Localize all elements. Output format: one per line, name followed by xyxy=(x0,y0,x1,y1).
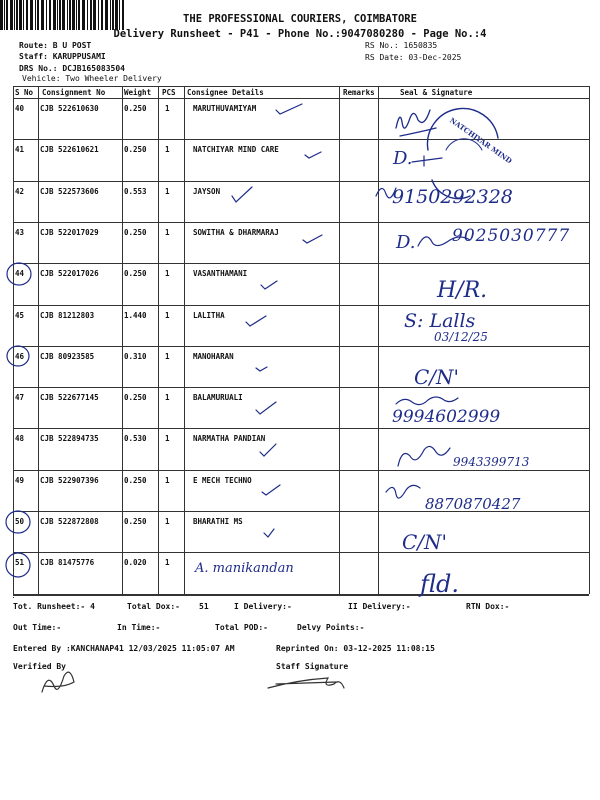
cell-sno: 43 xyxy=(15,227,25,237)
cell-consignment: CJB 522610630 xyxy=(40,104,99,113)
circle-mark-icon xyxy=(6,511,30,533)
tick-icon xyxy=(305,152,321,158)
cell-pcs: 1 xyxy=(165,558,170,568)
col-header-weight: Weight xyxy=(124,88,152,97)
handwritten-phone: 8870870427 xyxy=(425,495,521,513)
cell-weight: 1.440 xyxy=(124,310,147,320)
cell-consignee: BHARATHI MS xyxy=(193,517,243,526)
cell-weight: 0.250 xyxy=(124,475,147,485)
cell-consignee: MANOHARAN xyxy=(193,351,234,361)
cell-sno: 49 xyxy=(15,475,25,485)
handwritten-signature: D. xyxy=(393,148,413,169)
col-header-remarks: Remarks xyxy=(343,88,375,97)
handwritten-note: C/N' xyxy=(402,530,448,554)
handwritten-signature: S: Lalls xyxy=(404,310,476,332)
delvy-points-label: Delvy Points:- xyxy=(297,623,365,632)
cell-pcs: 1 xyxy=(165,227,170,237)
cell-weight: 0.250 xyxy=(124,393,147,403)
cell-consignee: NARMATHA PANDIAN xyxy=(193,434,266,444)
total-dox-value: 51 xyxy=(199,602,209,611)
tick-icon xyxy=(264,529,274,537)
i-delivery-label: I Delivery:- xyxy=(234,602,292,611)
col-header-pcs: PCS xyxy=(162,88,176,97)
staff-signature-label: Staff Signature xyxy=(276,662,349,671)
handwritten-note: C/N' xyxy=(414,365,460,389)
route-label: Route: B U POST xyxy=(19,41,92,50)
ii-delivery-label: II Delivery:- xyxy=(348,602,411,611)
cell-consignment: CJB 522610621 xyxy=(40,145,99,155)
cell-pcs: 1 xyxy=(165,104,170,113)
signature-scribble xyxy=(396,397,458,405)
tick-icon xyxy=(256,402,276,414)
cell-consignment: CJB 522894735 xyxy=(40,434,99,444)
cell-consignee: BALAMURUALI xyxy=(193,393,243,403)
signature-scribble xyxy=(386,485,420,498)
tick-icon xyxy=(276,104,302,114)
cell-pcs: 1 xyxy=(165,186,170,196)
cell-consignment: CJB 522907396 xyxy=(40,475,99,485)
cell-weight: 0.530 xyxy=(124,434,147,444)
document-title: THE PROFESSIONAL COURIERS, COIMBATORE xyxy=(183,13,417,25)
cell-weight: 0.310 xyxy=(124,351,147,361)
tot-runsheet: Tot. Runsheet:- 4 xyxy=(13,602,95,611)
in-time-label: In Time:- xyxy=(117,623,161,632)
signature-scribble xyxy=(418,237,470,246)
tick-icon xyxy=(232,187,252,202)
reprinted-on: Reprinted On: 03-12-2025 11:08:15 xyxy=(276,644,435,653)
cell-consignment: CJB 522573606 xyxy=(40,186,99,196)
cell-pcs: 1 xyxy=(165,517,170,526)
cell-sno: 42 xyxy=(15,186,25,196)
handwritten-note: H/R. xyxy=(437,278,488,303)
signature-scribble xyxy=(42,672,74,692)
signature-scribble xyxy=(268,678,344,688)
signature-scribble xyxy=(412,156,442,166)
cell-sno: 48 xyxy=(15,434,25,444)
cell-sno: 45 xyxy=(15,310,25,320)
cell-pcs: 1 xyxy=(165,310,170,320)
stamp-icon xyxy=(427,108,498,150)
handwritten-date: 03/12/25 xyxy=(434,330,488,344)
cell-weight: 0.250 xyxy=(124,227,147,237)
cell-weight: 0.250 xyxy=(124,269,147,279)
vehicle-label: Vehicle: Two Wheeler Delivery xyxy=(22,74,162,83)
cell-pcs: 1 xyxy=(165,475,170,485)
cell-sno: 51 xyxy=(15,558,25,568)
stamp-icon xyxy=(432,180,470,199)
cell-consignment: CJB 81212803 xyxy=(40,310,95,320)
cell-weight: 0.020 xyxy=(124,558,147,568)
cell-sno: 41 xyxy=(15,145,25,155)
handwritten-phone: 9025030777 xyxy=(452,226,571,246)
cell-consignee: JAYSON xyxy=(193,186,221,196)
cell-weight: 0.553 xyxy=(124,186,147,196)
rs-number: RS No.: 1650835 xyxy=(365,41,438,50)
cell-pcs: 1 xyxy=(165,351,170,361)
rtn-dox-label: RTN Dox:- xyxy=(466,602,510,611)
total-pod-label: Total POD:- xyxy=(215,623,268,632)
signature-scribble xyxy=(398,446,450,466)
cell-consignee: MARUTHUVAMIYAM xyxy=(193,104,257,113)
cell-sno: 46 xyxy=(15,351,25,361)
circle-mark-icon xyxy=(7,346,29,366)
cell-consignment: CJB 522872808 xyxy=(40,517,99,526)
cell-consignment: CJB 522017026 xyxy=(40,269,99,279)
cell-weight: 0.250 xyxy=(124,517,147,526)
drs-number: DRS No.: DCJB165083504 xyxy=(19,64,125,73)
tick-icon xyxy=(260,444,276,456)
col-header-seal-signature: Seal & Signature xyxy=(400,88,473,97)
cell-consignee: NATCHIYAR MIND CARE xyxy=(193,145,279,155)
col-header-consignment: Consignment No xyxy=(42,88,106,97)
col-header-consignee: Consignee Details xyxy=(187,88,264,97)
tick-icon xyxy=(262,485,280,495)
cell-sno: 40 xyxy=(15,104,25,113)
cell-sno: 44 xyxy=(15,269,25,279)
cell-pcs: 1 xyxy=(165,269,170,279)
handwritten-phone: 9150292328 xyxy=(392,186,513,208)
handwritten-name: A. manikandan xyxy=(195,561,294,576)
document-subtitle: Delivery Runsheet - P41 - Phone No.:9047080280 - Page No.:4 xyxy=(113,28,487,40)
cell-sno: 50 xyxy=(15,517,25,526)
cell-consignee: E MECH TECHNO xyxy=(193,475,252,485)
cell-consignment: CJB 81475776 xyxy=(40,558,95,568)
cell-pcs: 1 xyxy=(165,434,170,444)
cell-pcs: 1 xyxy=(165,145,170,155)
cell-weight: 0.250 xyxy=(124,145,147,155)
cell-consignee: SOWITHA & DHARMARAJ xyxy=(193,227,279,237)
circle-mark-icon xyxy=(6,553,30,577)
signature-scribble xyxy=(376,188,396,198)
out-time-label: Out Time:- xyxy=(13,623,62,632)
handwritten-phone: 9994602999 xyxy=(392,407,501,427)
rs-date: RS Date: 03-Dec-2025 xyxy=(365,53,462,62)
cell-consignment: CJB 80923585 xyxy=(40,351,95,361)
entered-by: Entered By :KANCHANAP41 12/03/2025 11:05:07 AM xyxy=(13,644,235,653)
handwritten-signature: D. xyxy=(396,232,416,253)
cell-consignee: VASANTHAMANI xyxy=(193,269,248,279)
col-header-sno: S No xyxy=(15,88,34,97)
verified-by-label: Verified By xyxy=(13,662,66,671)
cell-pcs: 1 xyxy=(165,393,170,403)
tick-icon xyxy=(246,316,266,326)
cell-consignment: CJB 522017029 xyxy=(40,227,99,237)
cell-weight: 0.250 xyxy=(124,104,147,113)
cell-consignee: LALITHA xyxy=(193,310,225,320)
tick-icon xyxy=(261,281,277,289)
cell-consignment: CJB 522677145 xyxy=(40,393,99,403)
tick-icon xyxy=(303,235,322,243)
cell-sno: 47 xyxy=(15,393,25,403)
total-dox-label: Total Dox:- xyxy=(127,602,180,611)
handwritten-phone: 9943399713 xyxy=(453,455,530,469)
stamp-text: NATCHIYAR MIND xyxy=(448,115,514,166)
handwritten-note: fld. xyxy=(420,570,459,598)
staff-label: Staff: KARUPPUSAMI xyxy=(19,52,106,61)
circle-mark-icon xyxy=(7,263,31,285)
tick-icon xyxy=(256,367,267,371)
